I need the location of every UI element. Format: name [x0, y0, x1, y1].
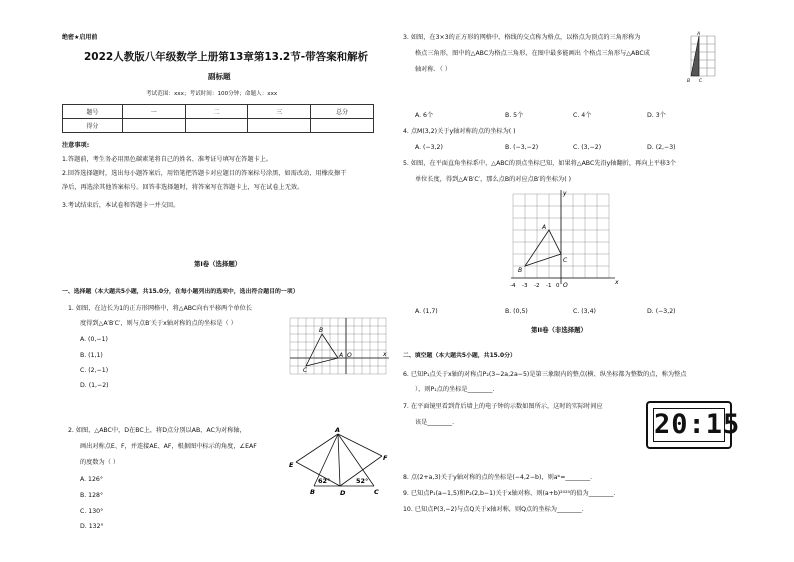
- score-cell: 得分: [63, 119, 123, 133]
- q1-line2: 度得到△A′B′C′，则与点B′关于x轴对称的点的坐标是（ ）: [80, 320, 237, 327]
- q2-triangle-figure: [288, 426, 388, 498]
- note-item: 3.考试结束后，本试卷和答题卡一并交回。: [62, 202, 180, 209]
- q4-option-c[interactable]: C. (3,−2): [573, 144, 602, 151]
- exam-title: 2022人教版八年级数学上册第13章第13.2节-带答案和解析: [84, 51, 369, 63]
- q4-option-b[interactable]: B. (−3,−2): [505, 144, 539, 151]
- q2-option-c[interactable]: C. 130°: [80, 508, 104, 515]
- q1-label-c: C: [303, 367, 308, 374]
- q2-option-b[interactable]: B. 128°: [80, 492, 104, 499]
- q5-option-d[interactable]: D. (−3,2): [647, 308, 676, 315]
- q4-line1: 4. 点M(3,2)关于y轴对称的点的坐标为( ): [403, 128, 516, 135]
- q2-option-a[interactable]: A. 126°: [80, 476, 103, 483]
- q5-label-x: x: [615, 279, 619, 286]
- q5-tick-label: -4: [510, 283, 516, 289]
- section2-title: 第II卷（非选择题）: [531, 326, 587, 334]
- score-header-row: [63, 105, 374, 119]
- q5-tick-label: -1: [546, 283, 552, 289]
- score-value-row: [63, 119, 374, 133]
- q7-line1: 7. 在平面镜里看到背后墙上的电子钟的示数如图所示，这时的实际时间应: [403, 403, 603, 410]
- section1-title: 第I卷（选择题）: [194, 260, 242, 268]
- score-cell: 题号: [63, 105, 123, 119]
- q3-option-b[interactable]: B. 5个: [505, 112, 524, 119]
- score-cell: 二: [185, 105, 248, 119]
- q2-label-d: D: [340, 489, 346, 497]
- q3-label-a: A: [697, 32, 701, 37]
- q1-grid-lines: [290, 318, 386, 374]
- q2-angle-52: 52°: [356, 477, 369, 485]
- note-item: 2.回答选择题时，选出每小题答案后，用铅笔把答题卡对应题目的答案标号涂黑，如需改动，用橡皮擦干: [62, 170, 347, 177]
- right-column: [397, 0, 794, 562]
- score-cell: 一: [122, 105, 185, 119]
- q5-label-y: y: [563, 190, 567, 197]
- q5-triangle-abc: [525, 230, 561, 266]
- q5-line2: 单位长度，得到△A′B′C′，那么点B的对应点B′的坐标为( ): [415, 176, 572, 183]
- q2-angle-62: 62°: [318, 477, 331, 485]
- q3-line2: 格点三角形，图中的△ABC为格点三角形，在图中最多能画出 个格点三角形与△ABC成: [415, 50, 650, 57]
- score-cell: 三: [248, 105, 311, 119]
- mirror-clock: [646, 401, 741, 449]
- q2-label-a: A: [335, 426, 341, 434]
- note-item: 1.答题前，考生务必用黑色碳素笔将自己的姓名、准考证号填写在答题卡上。: [62, 156, 273, 163]
- q2-label-b: B: [310, 488, 315, 496]
- q3-label-b: B: [687, 79, 691, 84]
- notes-heading: 注意事项:: [62, 142, 90, 149]
- q6-line2: ），则P₁点的坐标是________.: [415, 386, 495, 393]
- q5-option-c[interactable]: C. (3,4): [573, 308, 596, 315]
- score-cell: [185, 119, 248, 133]
- q5-tick-label: -3: [522, 283, 528, 289]
- q8-line1: 8. 点(2+a,3)关于y轴对称的点的坐标是(−4,2−b)，则aᵇ=________.: [403, 474, 593, 481]
- q1-option-c[interactable]: C. (2,−1): [80, 367, 109, 374]
- q1-label-a: A: [339, 352, 344, 359]
- q5-tick-label: -2: [534, 283, 540, 289]
- q1-line1: 1. 如图，在边长为1的正方形网格中，将△ABC向右平移两个单位长: [68, 305, 252, 312]
- q2-option-d[interactable]: D. 132°: [80, 523, 104, 530]
- q1-option-d[interactable]: D. (1,−2): [80, 382, 109, 389]
- q3-line3: 轴对称．（ ）: [415, 66, 451, 73]
- q2-label-e: E: [289, 461, 294, 469]
- mirror-clock-display: 20:15: [654, 409, 741, 440]
- note-item: 净后，再选涂其他答案标号。回答非选择题时，将答案写在答题卡上，写在试卷上无效。: [62, 184, 304, 191]
- q4-option-a[interactable]: A. (−3,2): [415, 144, 443, 151]
- q1-grid-figure: [290, 318, 390, 380]
- q5-option-a[interactable]: A. (1,7): [415, 308, 438, 315]
- score-cell: [122, 119, 185, 133]
- q5-label-b: B: [518, 267, 523, 274]
- q3-option-c[interactable]: C. 4个: [573, 112, 592, 119]
- q3-option-d[interactable]: D. 3个: [647, 112, 666, 119]
- section1-heading: 一、选择题（本大题共5小题，共15.0分，在每小题列出的选项中，选出符合题目的一项）: [62, 289, 299, 295]
- score-cell: [248, 119, 311, 133]
- score-cell: [311, 119, 374, 133]
- exam-info: 考试范围：xxx；考试时间：100分钟；命题人：xxx: [146, 91, 278, 97]
- score-table: [62, 104, 374, 133]
- q4-option-d[interactable]: D. (2,−3): [647, 144, 676, 151]
- q2-lines: [296, 434, 382, 486]
- q2-label-c: C: [374, 488, 379, 496]
- q5-tick-label: 0: [556, 283, 560, 289]
- q6-line1: 6. 已知P₁点关于x轴的对称点P₂(3−2a,2a−5)是第三象限内的整点(横、纵坐标都为整数的点，称为整点: [403, 371, 687, 378]
- q3-label-c: C: [699, 79, 703, 84]
- q5-label-o: O: [563, 282, 568, 289]
- q3-triangle-abc: [691, 36, 699, 76]
- score-cell: 总分: [311, 105, 374, 119]
- q5-coordinate-figure: [507, 190, 627, 290]
- q1-option-b[interactable]: B. (1,1): [80, 352, 103, 359]
- q2-line2: 画出对称点E、F，并连接AE、AF，根据图中标示的角度，∠EAF: [80, 443, 257, 450]
- q1-label-o: O: [347, 352, 352, 359]
- q1-option-a[interactable]: A. (0,−1): [80, 336, 108, 343]
- q5-label-a: A: [542, 224, 547, 231]
- secret-mark: 绝密★启用前: [62, 34, 98, 41]
- q7-line2: 该是________.: [415, 419, 455, 426]
- q9-line1: 9. 已知点P₁(a−1,5)和P₂(2,b−1)关于x轴对称，则(a+b)²⁰²⁰的值为________.: [403, 490, 616, 497]
- q5-option-b[interactable]: B. (0,5): [505, 308, 528, 315]
- q3-line1: 3. 如图，在3×3的正方形的网格中，格线的交点称为格点，以格点为顶点的三角形称为: [403, 34, 641, 41]
- section2-heading: 二、填空题（本大题共5小题，共15.0分）: [403, 353, 516, 359]
- q3-grid-figure: [687, 32, 727, 84]
- q10-line1: 10. 已知点P(3,−2)与点Q关于x轴对称，则Q点的坐标为________.: [403, 506, 584, 513]
- q1-label-b: B: [319, 327, 324, 334]
- q1-label-x: x: [383, 351, 387, 358]
- q5-label-c: C: [563, 257, 568, 264]
- q5-line1: 5. 如图，在平面直角坐标系中，△ABC的顶点坐标已知，如果将△ABC先沿y轴翻折，再向上平移3个: [403, 160, 677, 167]
- q3-option-a[interactable]: A. 6个: [415, 112, 434, 119]
- q2-label-f: F: [383, 454, 388, 462]
- q2-line3: 的度数为（ ）: [80, 459, 120, 466]
- q2-line1: 2. 如图，△ABC中，D在BC上，将D点分别以AB、AC为对称轴，: [68, 427, 246, 434]
- exam-subtitle: 副标题: [208, 72, 231, 81]
